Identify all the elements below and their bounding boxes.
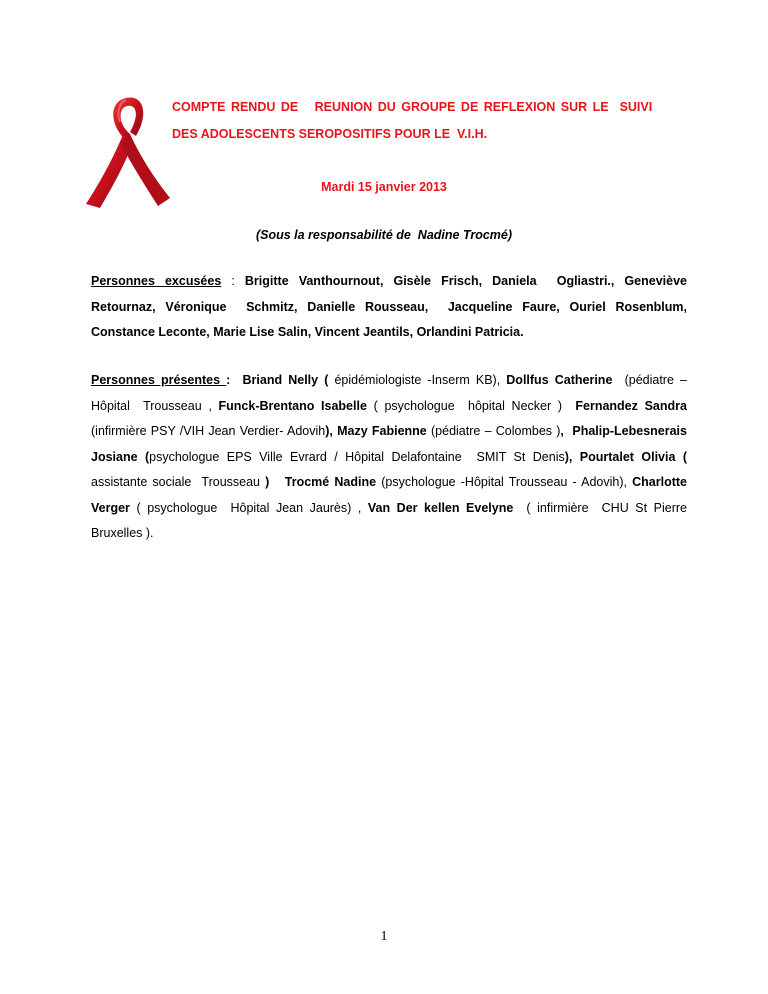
person-detail: ( infirmière CHU St Pierre Bruxelles ). — [91, 500, 694, 540]
present-label: Personnes présentes — [91, 373, 227, 387]
person-name: ), — [325, 424, 338, 438]
responsable-line: (Sous la responsabilité de Nadine Trocmé) — [255, 228, 513, 242]
person-name: Funck-Brentano Isabelle — [218, 398, 367, 413]
present-separator: : — [226, 373, 243, 387]
person-name: Dollfus Catherine — [506, 373, 613, 387]
person-detail: ( psychologue hôpital Necker ) — [366, 398, 576, 413]
person-detail: épidémiologiste -Inserm KB), — [328, 373, 507, 387]
excused-label: Personnes excusées — [91, 274, 222, 288]
person-name: Charlotte Verger — [91, 475, 691, 515]
person-name: Van Der kellen Evelyne — [367, 500, 514, 515]
person-name: Briand Nelly ( — [242, 373, 329, 387]
person-name: ) Trocmé Nadine — [265, 475, 377, 489]
person-detail: (pédiatre – Colombes ) — [426, 424, 561, 438]
person-detail: (infirmière PSY /VIH Jean Verdier- Adovih — [91, 398, 691, 438]
present-persons-paragraph — [91, 368, 694, 547]
excused-names: Brigitte Vanthournout, Gisèle Frisch, Daniela Ogliastri., Geneviève Retournaz, Véronique Schmitz, Danielle Rousseau, Jacqueline Faure, Ouriel Rosenblum, Constance Leconte, Marie Lise Salin, Vincent Jeantils, Orlandini Patricia. — [91, 274, 691, 339]
person-detail: (psychologue -Hôpital Trousseau - Adovih), — [376, 475, 633, 489]
person-detail: (pédiatre – Hôpital Trousseau , — [91, 373, 691, 413]
page-number: 1 — [380, 929, 388, 944]
report-title-line-2: DES ADOLESCENTS SEROPOSITIFS POUR LE V.I.H. — [172, 127, 488, 141]
excused-persons-paragraph — [91, 269, 691, 346]
report-title-line-1: COMPTE RENDU DE REUNION DU GROUPE DE REFLEXION SUR LE SUIVI — [172, 100, 653, 114]
excused-separator: : — [221, 274, 245, 288]
person-detail: assistante sociale Trousseau — [91, 449, 691, 489]
person-detail: ( psychologue Hôpital Jean Jaurès) , — [129, 500, 368, 515]
meeting-date: Mardi 15 janvier 2013 — [321, 180, 447, 194]
person-name: ), Pourtalet Olivia ( — [564, 449, 688, 464]
person-name: Mazy Fabienne — [337, 424, 427, 438]
person-detail: psychologue EPS Ville Evrard / Hôpital Delafontaine SMIT St Denis — [149, 449, 565, 464]
person-name: Fernandez Sandra — [575, 398, 687, 413]
person-name: , Phalip-Lebesnerais Josiane ( — [91, 424, 691, 464]
